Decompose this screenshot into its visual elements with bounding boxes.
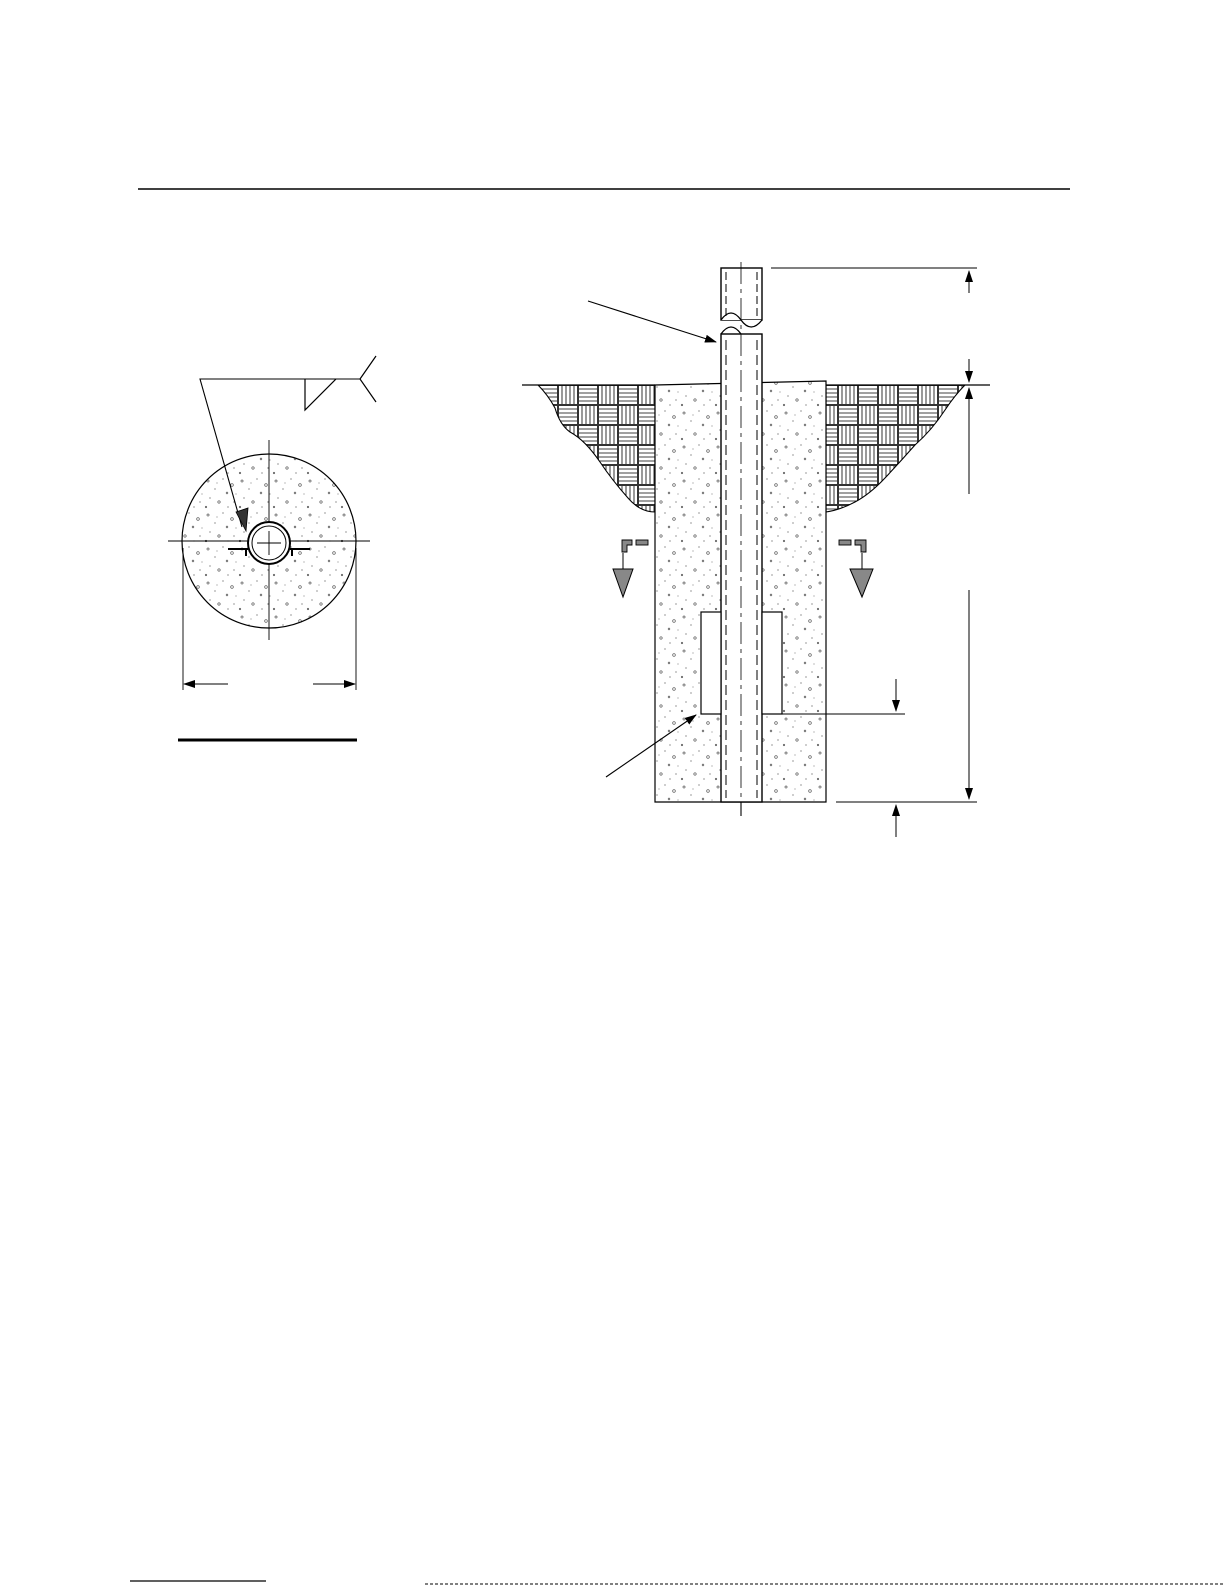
section-cut-marker-left [613, 540, 648, 597]
soil-mass-right [826, 385, 965, 512]
anchor-plate-left [701, 612, 721, 714]
pipe-callout-leader [588, 301, 716, 342]
weld-symbol-fillet [305, 379, 336, 410]
weld-symbol-tail [360, 356, 376, 402]
anchor-plate-right [762, 612, 782, 714]
elevation-view [522, 262, 990, 837]
section-cut-marker-right [839, 540, 873, 597]
plan-section-view [168, 356, 376, 740]
pipe-column [721, 334, 762, 802]
pipe-column-top [721, 268, 762, 320]
soil-mass-left [538, 385, 655, 512]
